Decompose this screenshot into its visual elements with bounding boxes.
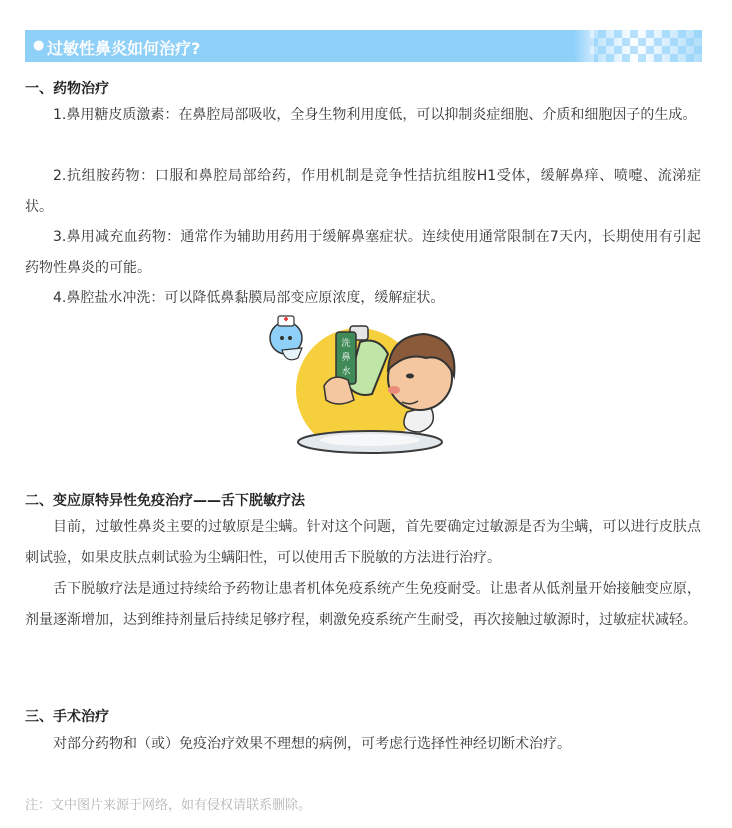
bottle-text-char: 鼻 bbox=[341, 353, 351, 363]
bullet-icon: ● bbox=[33, 38, 45, 53]
page-title: 过敏性鼻炎如何治疗? bbox=[47, 39, 201, 58]
paragraph-neurectomy: 对部分药物和（或）免疫治疗效果不理想的病例，可考虑行选择性神经切断术治疗。 bbox=[53, 736, 571, 752]
section-heading-surgery: 三、手术治疗 bbox=[25, 709, 109, 725]
paragraph-saline-irrigation: 4.鼻腔盐水冲洗：可以降低鼻黏膜局部变应原浓度，缓解症状。 bbox=[53, 290, 445, 306]
plate-inner bbox=[320, 434, 420, 446]
mascot-eye bbox=[288, 336, 292, 340]
checker-pattern-decoration bbox=[590, 30, 702, 62]
paragraph-dust-mite-testing: 目前，过敏性鼻炎主要的过敏原是尘螨。针对这个问题，首先要确定过敏源是否为尘螨，可以进行皮肤点刺试验，如果皮肤点刺试验为尘螨阳性，可以使用舌下脱敏的方法进行治疗。 bbox=[25, 519, 701, 566]
paragraph-decongestants: 3.鼻用减充血药物：通常作为辅助用药用于缓解鼻塞症状。连续使用通常限制在7天内，长期使用有引起药物性鼻炎的可能。 bbox=[25, 229, 701, 276]
section-title-banner bbox=[25, 30, 702, 62]
section-heading-drug-therapy: 一、药物治疗 bbox=[25, 81, 109, 97]
footer-note: 注：文中图片来源于网络，如有侵权请联系删除。 bbox=[25, 798, 312, 813]
bottle-text-char: 水 bbox=[341, 367, 351, 377]
paragraph-sublingual-desensitization: 舌下脱敏疗法是通过持续给予药物让患者机体免疫系统产生免疫耐受。让患者从低剂量开始接触变应原，剂量逐渐增加，达到维持剂量后持续足够疗程，刺激免疫系统产生耐受，再次接触过敏源时，过敏症状减轻。 bbox=[25, 581, 701, 628]
paragraph-antihistamines: 2.抗组胺药物：口服和鼻腔局部给药，作用机制是竞争性拮抗组胺H1受体，缓解鼻痒、喷嚏、流涕症状。 bbox=[25, 168, 701, 215]
bottle-text-char: 洗 bbox=[341, 339, 351, 349]
mascot-body bbox=[282, 348, 302, 360]
paragraph-nasal-corticosteroids: 1.鼻用糖皮质激素：在鼻腔局部吸收，全身生物利用度低，可以抑制炎症细胞、介质和细胞因子的生成。 bbox=[53, 107, 697, 123]
nasal-rinse-illustration bbox=[262, 310, 470, 460]
eye bbox=[406, 374, 414, 379]
section-heading-immunotherapy: 二、变应原特异性免疫治疗——舌下脱敏疗法 bbox=[25, 493, 305, 509]
nose bbox=[388, 386, 400, 394]
mascot-eye bbox=[280, 336, 284, 340]
